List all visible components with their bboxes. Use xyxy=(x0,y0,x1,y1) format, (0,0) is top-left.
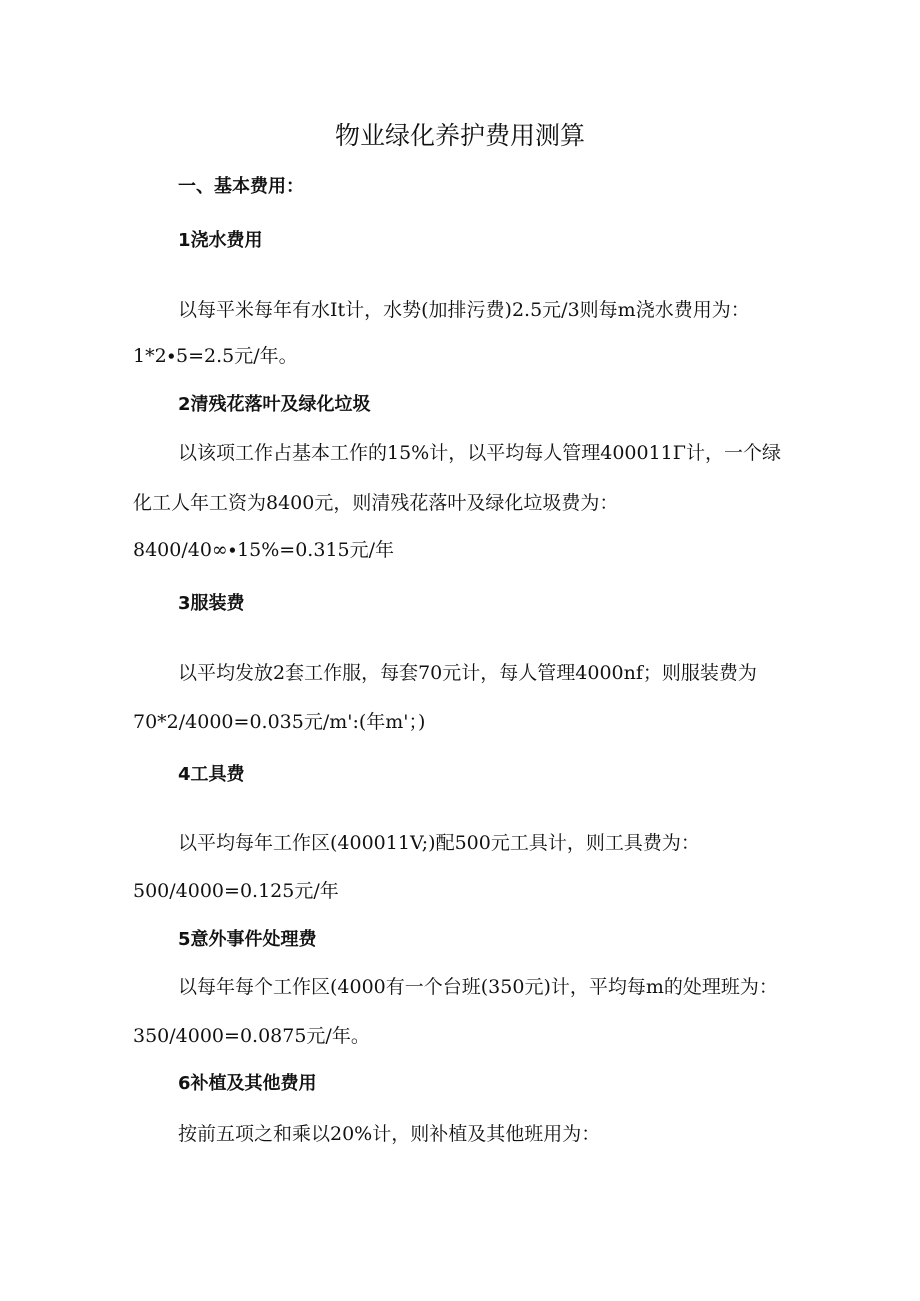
paragraph-line: 按前五项之和乘以20%计，则补植及其他班用为： xyxy=(178,1123,601,1145)
paragraph-line: 以每年每个工作区(4000有一个台班(350元)计，平均每m的处理班为： xyxy=(178,976,778,998)
item-heading-watering: 1浇水费用 xyxy=(178,230,263,251)
paragraph-line: 以平均每年工作区(400011V;)配500元工具计，则工具费为： xyxy=(178,832,700,854)
page-title: 物业绿化养护费用测算 xyxy=(334,121,585,150)
paragraph-line: 化工人年工资为8400元，则清残花落叶及绿化垃圾费为： xyxy=(133,492,619,514)
paragraph-line: 8400/40∞∙15%=0.315元/年 xyxy=(133,539,395,561)
section-heading: 一、基本费用： xyxy=(178,176,304,197)
item-heading-leaf-cleanup: 2清残花落叶及绿化垃圾 xyxy=(178,394,371,415)
item-heading-uniform: 3服装费 xyxy=(178,593,245,614)
paragraph-line: 70*2/4000=0.035元/m':(年m'；) xyxy=(133,711,426,733)
paragraph-line: 1*2∙5=2.5元/年。 xyxy=(133,345,298,367)
paragraph-line: 以平均发放2套工作服，每套70元计，每人管理4000nf；则服装费为 xyxy=(178,662,757,684)
item-heading-incidents: 5意外事件处理费 xyxy=(178,929,317,950)
paragraph-line: 以该项工作占基本工作的15%计，以平均每人管理400011Γ计，一个绿 xyxy=(178,442,781,464)
item-heading-replanting: 6补植及其他费用 xyxy=(178,1073,317,1094)
paragraph-line: 350/4000=0.0875元/年。 xyxy=(133,1025,370,1047)
paragraph-line: 以每平米每年有水It计，水势(加排污费)2.5元/3则每m浇水费用为： xyxy=(178,299,750,321)
item-heading-tools: 4工具费 xyxy=(178,764,245,785)
paragraph-line: 500/4000=0.125元/年 xyxy=(133,880,339,902)
